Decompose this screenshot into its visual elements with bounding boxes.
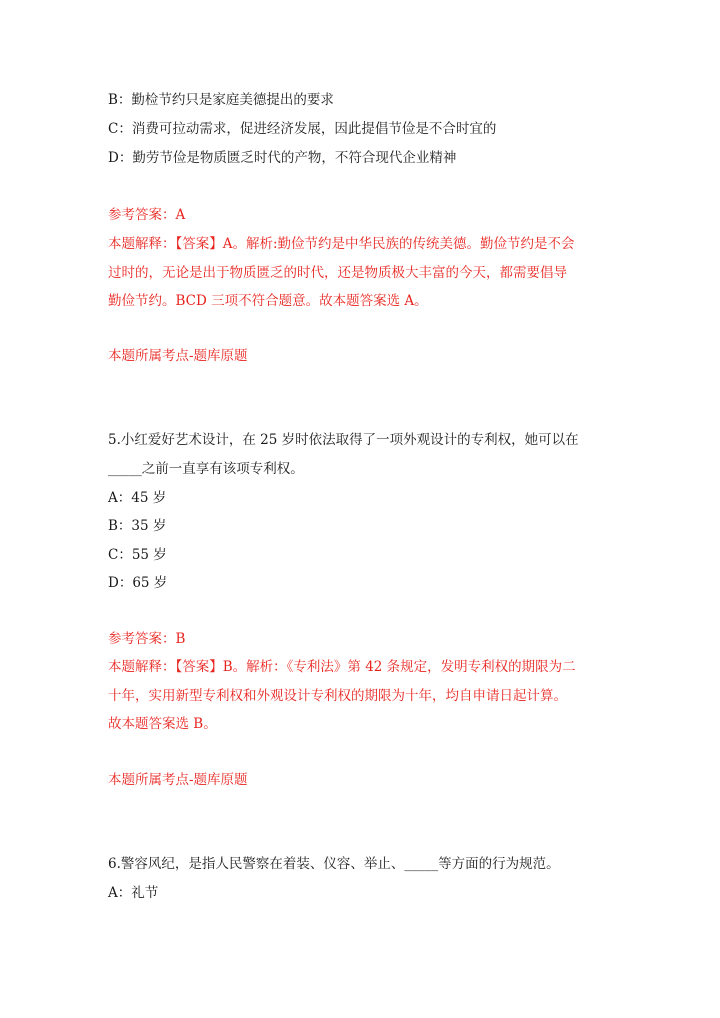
q5-topic: 本题所属考点-题库原题 [108,772,248,788]
q4-option-d: D：勤劳节俭是物质匮乏时代的产物，不符合现代企业精神 [108,150,457,166]
q6-option-a: A：礼节 [108,885,159,901]
q4-explanation-line-3: 勤俭节约。BCD 三项不符合题意。故本题答案选 A。 [108,293,428,309]
q4-option-c: C：消费可拉动需求，促进经济发展，因此提倡节俭是不合时宜的 [108,121,497,137]
q4-topic: 本题所属考点-题库原题 [108,348,248,364]
q6-question: 6.警容风纪，是指人民警察在着装、仪容、举止、_____等方面的行为规范。 [108,856,560,872]
q5-option-d: D：65 岁 [108,575,168,591]
q4-answer: 参考答案：A [108,207,186,223]
q5-option-b: B：35 岁 [108,518,167,534]
q5-explanation-line-1: 本题解释：【答案】B。解析：《专利法》第 42 条规定，发明专利权的期限为二 [108,659,576,675]
q5-option-c: C：55 岁 [108,547,167,563]
q4-explanation-line-1: 本题解释：【答案】A。解析:勤俭节约是中华民族的传统美德。勤俭节约是不会 [108,236,575,252]
q5-option-a: A：45 岁 [108,490,167,506]
q4-explanation-line-2: 过时的，无论是出于物质匮乏的时代，还是物质极大丰富的今天，都需要倡导 [108,265,567,281]
q5-question-line-1: 5.小红爱好艺术设计，在 25 岁时依法取得了一项外观设计的专利权，她可以在 [108,432,579,448]
q5-answer: 参考答案：B [108,631,186,647]
q5-explanation-line-2: 十年，实用新型专利权和外观设计专利权的期限为十年，均自申请日起计算。 [108,688,567,704]
q5-explanation-line-3: 故本题答案选 B。 [108,716,217,732]
q4-option-b: B：勤检节约只是家庭美德提出的要求 [108,92,334,108]
q5-question-line-2: _____之前一直享有该项专利权。 [108,461,304,477]
